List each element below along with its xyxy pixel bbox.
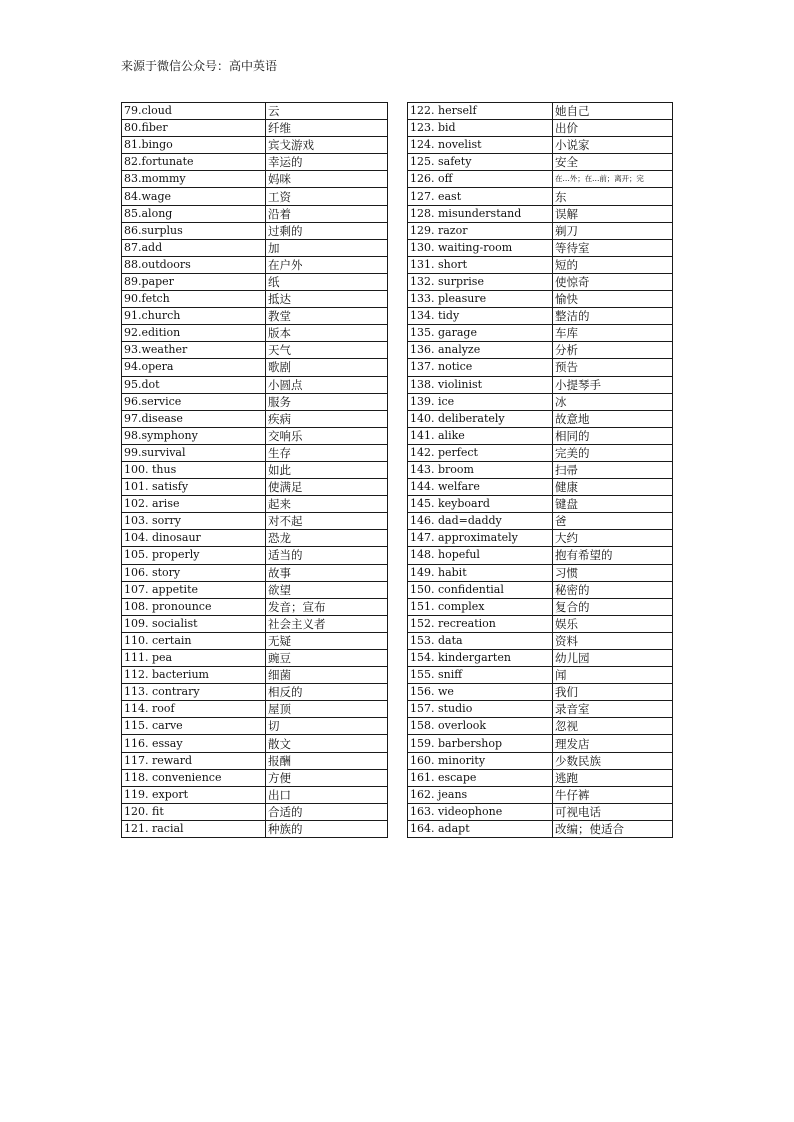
- word-cell: 149. habit: [408, 564, 553, 581]
- meaning-cell: 加: [266, 239, 388, 256]
- table-row: [122, 120, 388, 137]
- meaning-cell: 理发店: [553, 735, 673, 752]
- table-row: [408, 222, 673, 239]
- word-cell: 97.disease: [122, 410, 266, 427]
- meaning-cell: 沿着: [266, 205, 388, 222]
- word-cell: 141. alike: [408, 427, 553, 444]
- table-row: [408, 769, 673, 786]
- meaning-cell: 改编；使适合: [553, 820, 673, 837]
- table-row: [122, 291, 388, 308]
- table-row: [408, 120, 673, 137]
- word-cell: 119. export: [122, 786, 266, 803]
- meaning-cell: 我们: [553, 684, 673, 701]
- table-row: [122, 496, 388, 513]
- meaning-cell: 适当的: [266, 547, 388, 564]
- meaning-cell: 小说家: [553, 137, 673, 154]
- table-row: [408, 427, 673, 444]
- table-row: [122, 461, 388, 478]
- word-cell: 134. tidy: [408, 308, 553, 325]
- word-cell: 106. story: [122, 564, 266, 581]
- word-cell: 117. reward: [122, 752, 266, 769]
- word-cell: 79.cloud: [122, 103, 266, 120]
- meaning-cell: 歌剧: [266, 359, 388, 376]
- word-cell: 89.paper: [122, 273, 266, 290]
- table-row: [122, 615, 388, 632]
- word-cell: 151. complex: [408, 598, 553, 615]
- table-row: [122, 256, 388, 273]
- meaning-cell: 细菌: [266, 667, 388, 684]
- meaning-cell: 复合的: [553, 598, 673, 615]
- table-row: [122, 137, 388, 154]
- table-row: [122, 650, 388, 667]
- word-cell: 138. violinist: [408, 376, 553, 393]
- meaning-cell: 出口: [266, 786, 388, 803]
- word-cell: 121. racial: [122, 820, 266, 837]
- table-row: [408, 308, 673, 325]
- table-row: [408, 530, 673, 547]
- word-cell: 111. pea: [122, 650, 266, 667]
- table-row: [408, 684, 673, 701]
- meaning-cell: 整洁的: [553, 308, 673, 325]
- word-cell: 126. off: [408, 171, 553, 188]
- word-cell: 103. sorry: [122, 513, 266, 530]
- word-cell: 147. approximately: [408, 530, 553, 547]
- table-row: [122, 547, 388, 564]
- meaning-cell: 抵达: [266, 291, 388, 308]
- meaning-cell: 工资: [266, 188, 388, 205]
- word-cell: 157. studio: [408, 701, 553, 718]
- word-cell: 140. deliberately: [408, 410, 553, 427]
- table-row: [408, 479, 673, 496]
- meaning-cell: 短的: [553, 256, 673, 273]
- word-cell: 156. we: [408, 684, 553, 701]
- meaning-cell: 过剩的: [266, 222, 388, 239]
- meaning-cell: 出价: [553, 120, 673, 137]
- vocab-table-right: [407, 102, 673, 838]
- word-cell: 129. razor: [408, 222, 553, 239]
- word-cell: 108. pronounce: [122, 598, 266, 615]
- meaning-cell: 习惯: [553, 564, 673, 581]
- table-row: [408, 444, 673, 461]
- meaning-cell: 恐龙: [266, 530, 388, 547]
- vocab-table-left: [121, 102, 388, 838]
- meaning-cell: 健康: [553, 479, 673, 496]
- table-row: [408, 342, 673, 359]
- table-row: [122, 171, 388, 188]
- table-row: [408, 547, 673, 564]
- meaning-cell: 如此: [266, 461, 388, 478]
- word-cell: 150. confidential: [408, 581, 553, 598]
- table-row: [408, 701, 673, 718]
- table-row: [122, 598, 388, 615]
- word-cell: 107. appetite: [122, 581, 266, 598]
- vocab-table-right-body: [408, 103, 673, 838]
- table-row: [408, 239, 673, 256]
- word-cell: 102. arise: [122, 496, 266, 513]
- meaning-cell: 散文: [266, 735, 388, 752]
- table-row: [122, 769, 388, 786]
- meaning-cell: 冰: [553, 393, 673, 410]
- meaning-cell: 可视电话: [553, 803, 673, 820]
- meaning-cell: 报酬: [266, 752, 388, 769]
- table-row: [408, 564, 673, 581]
- table-row: [122, 273, 388, 290]
- meaning-cell: 起来: [266, 496, 388, 513]
- meaning-cell: 牛仔裤: [553, 786, 673, 803]
- word-cell: 142. perfect: [408, 444, 553, 461]
- word-cell: 160. minority: [408, 752, 553, 769]
- table-row: [122, 820, 388, 837]
- word-cell: 152. recreation: [408, 615, 553, 632]
- word-cell: 82.fortunate: [122, 154, 266, 171]
- table-row: [122, 564, 388, 581]
- table-row: [408, 359, 673, 376]
- meaning-cell: 爸: [553, 513, 673, 530]
- word-cell: 133. pleasure: [408, 291, 553, 308]
- word-cell: 86.surplus: [122, 222, 266, 239]
- table-row: [408, 718, 673, 735]
- table-row: [408, 667, 673, 684]
- meaning-cell: 剃刀: [553, 222, 673, 239]
- word-cell: 105. properly: [122, 547, 266, 564]
- word-cell: 100. thus: [122, 461, 266, 478]
- table-row: [122, 786, 388, 803]
- word-cell: 159. barbershop: [408, 735, 553, 752]
- table-row: [122, 444, 388, 461]
- word-cell: 127. east: [408, 188, 553, 205]
- meaning-cell: 秘密的: [553, 581, 673, 598]
- word-cell: 85.along: [122, 205, 266, 222]
- table-row: [122, 667, 388, 684]
- meaning-cell: 豌豆: [266, 650, 388, 667]
- meaning-cell: 预告: [553, 359, 673, 376]
- table-row: [408, 410, 673, 427]
- table-row: [408, 188, 673, 205]
- table-row: [122, 581, 388, 598]
- meaning-cell: 扫帚: [553, 461, 673, 478]
- meaning-cell: 使满足: [266, 479, 388, 496]
- table-row: [408, 786, 673, 803]
- table-row: [122, 154, 388, 171]
- meaning-cell: 忽视: [553, 718, 673, 735]
- word-cell: 131. short: [408, 256, 553, 273]
- word-cell: 87.add: [122, 239, 266, 256]
- word-cell: 135. garage: [408, 325, 553, 342]
- table-row: [122, 393, 388, 410]
- meaning-cell: 故事: [266, 564, 388, 581]
- table-row: [408, 137, 673, 154]
- table-row: [122, 308, 388, 325]
- table-row: [122, 427, 388, 444]
- word-cell: 153. data: [408, 632, 553, 649]
- word-cell: 91.church: [122, 308, 266, 325]
- meaning-cell: 故意地: [553, 410, 673, 427]
- word-cell: 109. socialist: [122, 615, 266, 632]
- word-cell: 93.weather: [122, 342, 266, 359]
- meaning-cell: 合适的: [266, 803, 388, 820]
- meaning-cell: 误解: [553, 205, 673, 222]
- word-cell: 98.symphony: [122, 427, 266, 444]
- meaning-cell: 云: [266, 103, 388, 120]
- meaning-cell: 方便: [266, 769, 388, 786]
- word-cell: 83.mommy: [122, 171, 266, 188]
- table-row: [408, 205, 673, 222]
- meaning-cell: 妈咪: [266, 171, 388, 188]
- table-row: [122, 701, 388, 718]
- table-row: [408, 256, 673, 273]
- word-cell: 164. adapt: [408, 820, 553, 837]
- meaning-cell: 东: [553, 188, 673, 205]
- word-cell: 116. essay: [122, 735, 266, 752]
- word-cell: 113. contrary: [122, 684, 266, 701]
- word-cell: 118. convenience: [122, 769, 266, 786]
- meaning-cell: 在…外；在…前；离开；完: [553, 171, 673, 188]
- word-cell: 143. broom: [408, 461, 553, 478]
- word-cell: 123. bid: [408, 120, 553, 137]
- table-row: [408, 735, 673, 752]
- word-cell: 96.service: [122, 393, 266, 410]
- meaning-cell: 发音；宣布: [266, 598, 388, 615]
- word-cell: 162. jeans: [408, 786, 553, 803]
- word-cell: 101. satisfy: [122, 479, 266, 496]
- meaning-cell: 大约: [553, 530, 673, 547]
- table-row: [122, 103, 388, 120]
- table-row: [122, 410, 388, 427]
- table-row: [408, 154, 673, 171]
- word-cell: 80.fiber: [122, 120, 266, 137]
- meaning-cell: 完美的: [553, 444, 673, 461]
- word-cell: 136. analyze: [408, 342, 553, 359]
- table-row: [122, 205, 388, 222]
- word-cell: 148. hopeful: [408, 547, 553, 564]
- table-row: [122, 479, 388, 496]
- meaning-cell: 分析: [553, 342, 673, 359]
- table-row: [408, 393, 673, 410]
- table-row: [408, 376, 673, 393]
- table-row: [408, 171, 673, 188]
- word-cell: 163. videophone: [408, 803, 553, 820]
- word-cell: 122. herself: [408, 103, 553, 120]
- table-row: [408, 632, 673, 649]
- meaning-cell: 车库: [553, 325, 673, 342]
- table-row: [408, 273, 673, 290]
- word-cell: 161. escape: [408, 769, 553, 786]
- table-row: [408, 615, 673, 632]
- meaning-cell: 幸运的: [266, 154, 388, 171]
- table-row: [122, 513, 388, 530]
- table-row: [122, 803, 388, 820]
- table-row: [122, 188, 388, 205]
- table-row: [408, 461, 673, 478]
- word-cell: 114. roof: [122, 701, 266, 718]
- meaning-cell: 相同的: [553, 427, 673, 444]
- table-row: [408, 325, 673, 342]
- word-cell: 158. overlook: [408, 718, 553, 735]
- meaning-cell: 她自己: [553, 103, 673, 120]
- table-row: [122, 342, 388, 359]
- meaning-cell: 愉快: [553, 291, 673, 308]
- table-row: [408, 581, 673, 598]
- word-cell: 110. certain: [122, 632, 266, 649]
- meaning-cell: 少数民族: [553, 752, 673, 769]
- page-header: 来源于微信公众号：高中英语: [121, 59, 278, 73]
- word-cell: 88.outdoors: [122, 256, 266, 273]
- word-cell: 112. bacterium: [122, 667, 266, 684]
- meaning-cell: 社会主义者: [266, 615, 388, 632]
- word-cell: 124. novelist: [408, 137, 553, 154]
- meaning-cell: 无疑: [266, 632, 388, 649]
- meaning-cell: 交响乐: [266, 427, 388, 444]
- meaning-cell: 切: [266, 718, 388, 735]
- meaning-cell: 闻: [553, 667, 673, 684]
- word-cell: 128. misunderstand: [408, 205, 553, 222]
- table-row: [122, 718, 388, 735]
- table-row: [408, 103, 673, 120]
- meaning-cell: 在户外: [266, 256, 388, 273]
- word-cell: 139. ice: [408, 393, 553, 410]
- word-cell: 90.fetch: [122, 291, 266, 308]
- meaning-cell: 天气: [266, 342, 388, 359]
- word-cell: 94.opera: [122, 359, 266, 376]
- word-cell: 84.wage: [122, 188, 266, 205]
- meaning-cell: 生存: [266, 444, 388, 461]
- word-cell: 95.dot: [122, 376, 266, 393]
- table-row: [408, 513, 673, 530]
- word-cell: 155. sniff: [408, 667, 553, 684]
- meaning-cell: 键盘: [553, 496, 673, 513]
- word-cell: 115. carve: [122, 718, 266, 735]
- table-row: [122, 632, 388, 649]
- table-row: [408, 496, 673, 513]
- table-row: [122, 325, 388, 342]
- vocab-table-left-body: [122, 103, 388, 838]
- meaning-cell: 等待室: [553, 239, 673, 256]
- meaning-cell: 欲望: [266, 581, 388, 598]
- meaning-cell: 录音室: [553, 701, 673, 718]
- meaning-cell: 屋顶: [266, 701, 388, 718]
- word-cell: 125. safety: [408, 154, 553, 171]
- meaning-cell: 娱乐: [553, 615, 673, 632]
- meaning-cell: 相反的: [266, 684, 388, 701]
- meaning-cell: 服务: [266, 393, 388, 410]
- table-row: [408, 650, 673, 667]
- word-cell: 120. fit: [122, 803, 266, 820]
- word-cell: 104. dinosaur: [122, 530, 266, 547]
- table-row: [122, 530, 388, 547]
- word-cell: 145. keyboard: [408, 496, 553, 513]
- meaning-cell: 资料: [553, 632, 673, 649]
- table-row: [122, 222, 388, 239]
- meaning-cell: 纤维: [266, 120, 388, 137]
- meaning-cell: 宾戈游戏: [266, 137, 388, 154]
- word-cell: 132. surprise: [408, 273, 553, 290]
- word-cell: 154. kindergarten: [408, 650, 553, 667]
- table-row: [122, 752, 388, 769]
- table-row: [122, 684, 388, 701]
- meaning-cell: 小提琴手: [553, 376, 673, 393]
- table-row: [408, 803, 673, 820]
- table-row: [122, 359, 388, 376]
- meaning-cell: 版本: [266, 325, 388, 342]
- table-row: [122, 239, 388, 256]
- meaning-cell: 使惊奇: [553, 273, 673, 290]
- meaning-cell: 对不起: [266, 513, 388, 530]
- meaning-cell: 幼儿园: [553, 650, 673, 667]
- table-row: [408, 820, 673, 837]
- meaning-cell: 安全: [553, 154, 673, 171]
- meaning-cell: 种族的: [266, 820, 388, 837]
- word-cell: 144. welfare: [408, 479, 553, 496]
- meaning-cell: 抱有希望的: [553, 547, 673, 564]
- meaning-cell: 小圆点: [266, 376, 388, 393]
- word-cell: 99.survival: [122, 444, 266, 461]
- table-row: [122, 735, 388, 752]
- table-row: [408, 752, 673, 769]
- word-cell: 130. waiting-room: [408, 239, 553, 256]
- word-cell: 81.bingo: [122, 137, 266, 154]
- word-cell: 92.edition: [122, 325, 266, 342]
- meaning-cell: 逃跑: [553, 769, 673, 786]
- meaning-cell: 教堂: [266, 308, 388, 325]
- word-cell: 137. notice: [408, 359, 553, 376]
- meaning-cell: 纸: [266, 273, 388, 290]
- table-row: [408, 598, 673, 615]
- word-cell: 146. dad=daddy: [408, 513, 553, 530]
- meaning-cell: 疾病: [266, 410, 388, 427]
- table-row: [408, 291, 673, 308]
- table-row: [122, 376, 388, 393]
